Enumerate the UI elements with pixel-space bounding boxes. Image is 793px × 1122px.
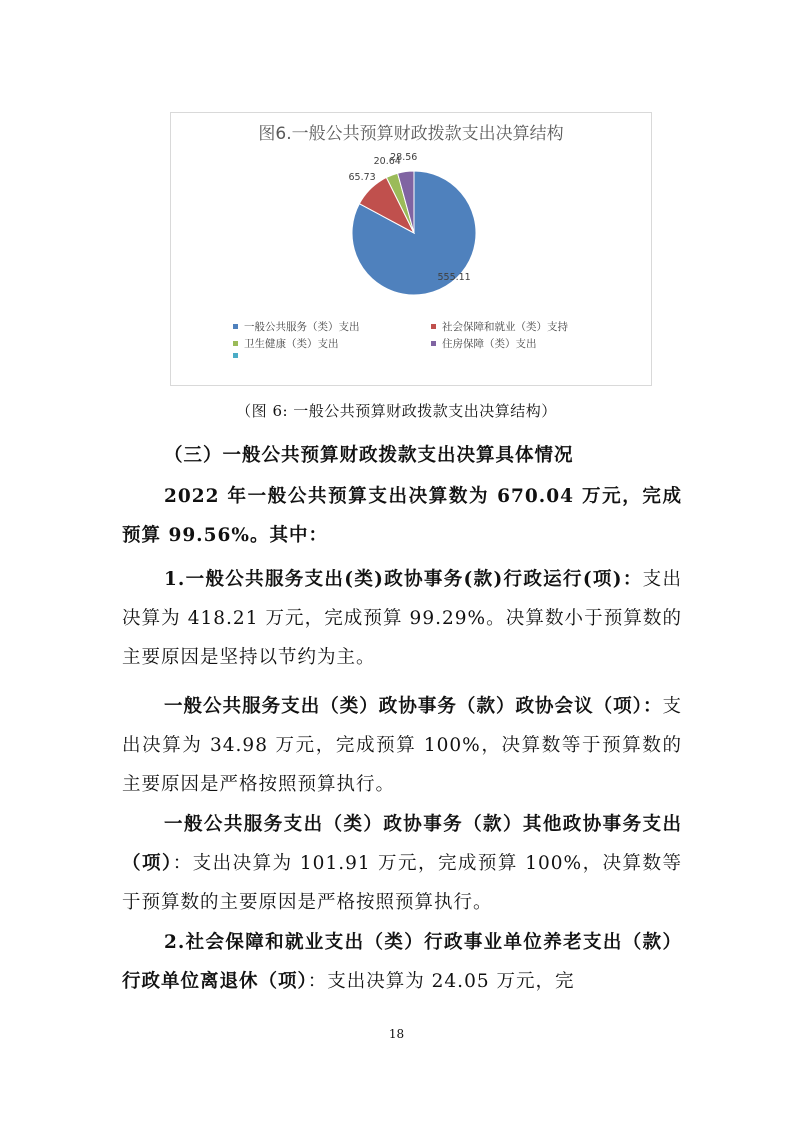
paragraph-item-4 xyxy=(122,923,682,1001)
pie-chart xyxy=(170,112,652,386)
figure-caption: （图 6: 一般公共预算财政拨款支出决算结构） xyxy=(236,402,557,420)
legend-swatch-1 xyxy=(431,324,436,329)
legend-label-0: 一般公共服务（类）支出 xyxy=(244,321,360,333)
legend-item-4 xyxy=(233,353,244,358)
chart-title: 图6.一般公共预算财政拨款支出决算结构 xyxy=(258,124,564,144)
item-2-body: 支出决算为 34.98 万元，完成预算 100%，决算数等于预算数的主要原因是严格按照预算执行。 xyxy=(122,696,682,795)
paragraph-item-1 xyxy=(122,560,682,677)
item-1-body: 支出决算为 418.21 万元，完成预算 99.29%。决算数小于预算数的主要原因是坚持以节约为主。 xyxy=(122,569,682,668)
slice-value-label-3: 28.56 xyxy=(390,151,418,163)
item-3-body: ：支出决算为 101.91 万元，完成预算 100%，决算数等于预算数的主要原因是严格按照预算执行。 xyxy=(122,853,682,913)
legend-label-2: 卫生健康（类）支出 xyxy=(244,338,339,350)
legend-label-1: 社会保障和就业（类）支持 xyxy=(442,321,568,333)
legend-item-3 xyxy=(431,336,537,351)
legend-swatch-2 xyxy=(233,341,238,346)
legend-swatch-3 xyxy=(431,341,436,346)
item-2-heading: 一般公共服务支出（类）政协事务（款）政协会议（项）： xyxy=(164,696,663,717)
item-3-heading: 一般公共服务支出（类）政协事务（款）其他政协事务支出（项） xyxy=(122,814,682,874)
slice-value-label-0: 555.11 xyxy=(437,272,471,284)
item-4-heading: 2.社会保障和就业支出（类）行政事业单位养老支出（款）行政单位离退休（项） xyxy=(122,932,682,992)
legend-label-3: 住房保障（类）支出 xyxy=(442,338,537,350)
legend-item-2 xyxy=(233,336,339,351)
section-heading: （三）一般公共预算财政拨款支出决算具体情况 xyxy=(164,445,574,466)
legend-item-0 xyxy=(233,319,360,334)
slice-value-label-1: 65.73 xyxy=(348,171,376,183)
paragraph-summary: 2022 年一般公共预算支出决算数为 670.04 万元，完成预算 99.56%。其中： xyxy=(122,486,682,546)
item-4-body: ：支出决算为 24.05 万元，完 xyxy=(307,971,575,992)
slice-value-label-2: 20.64 xyxy=(373,155,401,167)
paragraph-item-2 xyxy=(122,687,682,804)
item-1-heading: 1.一般公共服务支出(类)政协事务(款)行政运行(项)： xyxy=(164,569,643,590)
legend-swatch-4 xyxy=(233,353,238,358)
page-number: 18 xyxy=(388,1027,405,1041)
legend-item-1 xyxy=(431,319,568,334)
legend-swatch-0 xyxy=(233,324,238,329)
paragraph-item-3 xyxy=(122,805,682,922)
